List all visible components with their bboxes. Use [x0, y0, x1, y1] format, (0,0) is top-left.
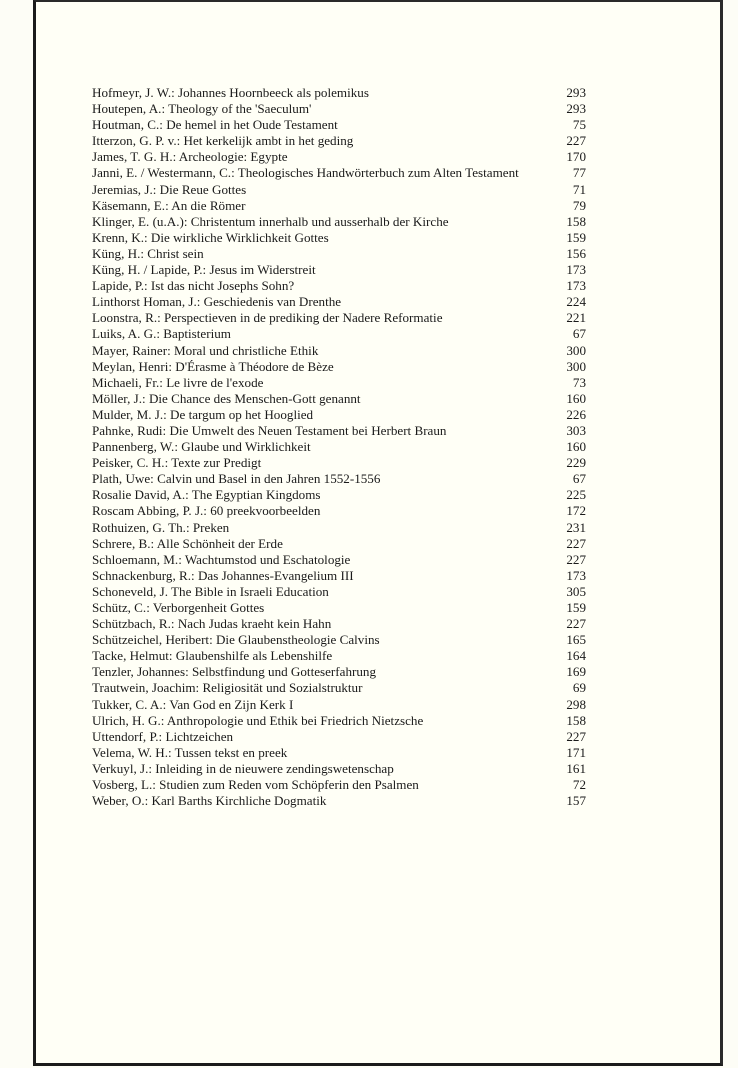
entry-title: Klinger, E. (u.A.): Christentum innerhalb und ausserhalb der Kirche — [92, 213, 449, 229]
entry-page-number: 171 — [566, 744, 586, 760]
index-entry — [92, 536, 586, 552]
entry-title: Schützbach, R.: Nach Judas kraeht kein Hahn — [92, 616, 332, 632]
entry-page-number: 173 — [566, 278, 586, 294]
index-entry — [92, 133, 586, 149]
entry-title: Roscam Abbing, P. J.: 60 preekvoorbeelden — [92, 503, 321, 519]
entry-title: Schützeichel, Heribert: Die Glaubenstheologie Calvins — [92, 632, 380, 648]
entry-page-number: 67 — [572, 326, 586, 342]
index-entry — [92, 375, 586, 391]
entry-page-number: 226 — [566, 406, 586, 422]
index-entry — [92, 584, 586, 600]
index-entry — [92, 359, 586, 375]
entry-title: Schütz, C.: Verborgenheit Gottes — [92, 600, 265, 615]
entry-page-number: 227 — [566, 728, 586, 744]
entry-title: Uttendorf, P.: Lichtzeichen — [92, 728, 234, 744]
entry-page-number: 77 — [572, 165, 586, 181]
entry-page-number: 67 — [572, 471, 586, 487]
index-entry — [92, 246, 586, 262]
entry-page-number: 293 — [566, 101, 586, 117]
index-entry — [92, 713, 586, 729]
entry-page-number: 303 — [566, 422, 586, 438]
entry-title: Küng, H.: Christ sein — [92, 245, 204, 261]
entry-title: Houtman, C.: De hemel in het Oude Testament — [92, 117, 338, 133]
index-entry — [92, 761, 586, 777]
entry-page-number: 164 — [566, 648, 586, 664]
entry-title: Mayer, Rainer: Moral und christliche Ethik — [92, 342, 319, 358]
entry-page-number: 73 — [572, 374, 586, 390]
entry-title: Trautwein, Joachim: Religiosität und Sozialstruktur — [92, 680, 363, 696]
entry-page-number: 300 — [566, 342, 586, 358]
entry-title: Houtepen, A.: Theology of the 'Saeculum' — [92, 101, 312, 117]
index-entry — [92, 391, 586, 407]
entry-title: Tacke, Helmut: Glaubenshilfe als Lebenshilfe — [92, 648, 333, 664]
entry-page-number: 224 — [566, 294, 586, 310]
index-entry — [92, 487, 586, 503]
entry-page-number: 69 — [572, 680, 586, 696]
entry-title: Hofmeyr, J. W.: Johannes Hoornbeeck als polemikus — [92, 85, 369, 100]
index-entry — [92, 648, 586, 664]
index-entry — [92, 455, 586, 471]
index-entry — [92, 729, 586, 745]
index-entry — [92, 182, 586, 198]
entry-title: Schrere, B.: Alle Schönheit der Erde — [92, 535, 283, 551]
entry-page-number: 300 — [566, 358, 586, 374]
entry-page-number: 72 — [572, 777, 586, 793]
index-entry — [92, 680, 586, 696]
entry-title: Luiks, A. G.: Baptisterium — [92, 326, 231, 342]
entry-page-number: 169 — [566, 664, 586, 680]
entry-title: Tukker, C. A.: Van God en Zijn Kerk I — [92, 696, 294, 712]
entry-page-number: 305 — [566, 583, 586, 599]
entry-title: Lapide, P.: Ist das nicht Josephs Sohn? — [92, 278, 295, 294]
entry-title: Rosalie David, A.: The Egyptian Kingdoms — [92, 487, 321, 503]
entry-page-number: 159 — [566, 229, 586, 245]
entry-title: Velema, W. H.: Tussen tekst en preek — [92, 744, 288, 760]
index-entry — [92, 310, 586, 326]
index-entry — [92, 439, 586, 455]
index-entry — [92, 101, 586, 117]
entry-title: Käsemann, E.: An die Römer — [92, 197, 246, 213]
index-entry — [92, 552, 586, 568]
index-entry — [92, 294, 586, 310]
entry-title: Peisker, C. H.: Texte zur Predigt — [92, 455, 262, 471]
entry-page-number: 79 — [572, 197, 586, 213]
index-entry — [92, 503, 586, 519]
entry-title: Vosberg, L.: Studien zum Reden vom Schöpferin den Psalmen — [92, 777, 419, 793]
entry-page-number: 227 — [566, 551, 586, 567]
entry-title: Loonstra, R.: Perspectieven in de prediking der Nadere Reformatie — [92, 310, 443, 326]
entry-title: Plath, Uwe: Calvin und Basel in den Jahren 1552-1556 — [92, 471, 381, 487]
index-list — [92, 85, 586, 809]
entry-page-number: 173 — [566, 262, 586, 278]
index-entry — [92, 165, 586, 181]
entry-page-number: 172 — [566, 503, 586, 519]
entry-title: James, T. G. H.: Archeologie: Egypte — [92, 149, 288, 165]
entry-title: Pahnke, Rudi: Die Umwelt des Neuen Testament bei Herbert Braun — [92, 422, 447, 438]
index-entry — [92, 117, 586, 133]
entry-page-number: 161 — [566, 760, 586, 776]
entry-title: Möller, J.: Die Chance des Menschen-Gott genannt — [92, 390, 361, 406]
entry-title: Tenzler, Johannes: Selbstfindung und Gotteserfahrung — [92, 664, 377, 680]
entry-page-number: 293 — [566, 85, 586, 100]
entry-page-number: 173 — [566, 567, 586, 583]
entry-page-number: 160 — [566, 390, 586, 406]
entry-page-number: 227 — [566, 133, 586, 149]
index-entry — [92, 423, 586, 439]
entry-title: Rothuizen, G. Th.: Preken — [92, 519, 230, 535]
entry-page-number: 227 — [566, 535, 586, 551]
index-entry — [92, 149, 586, 165]
entry-title: Linthorst Homan, J.: Geschiedenis van Drenthe — [92, 294, 342, 310]
entry-title: Michaeli, Fr.: Le livre de l'exode — [92, 374, 264, 390]
index-entry — [92, 230, 586, 246]
entry-page-number: 231 — [566, 519, 586, 535]
index-entry — [92, 568, 586, 584]
index-entry — [92, 214, 586, 230]
entry-page-number: 158 — [566, 712, 586, 728]
entry-page-number: 229 — [566, 455, 586, 471]
entry-title: Weber, O.: Karl Barths Kirchliche Dogmatik — [92, 793, 327, 809]
entry-title: Pannenberg, W.: Glaube und Wirklichkeit — [92, 439, 311, 455]
entry-title: Ulrich, H. G.: Anthropologie und Ethik bei Friedrich Nietzsche — [92, 712, 424, 728]
entry-page-number: 157 — [566, 793, 586, 809]
entry-page-number: 159 — [566, 600, 586, 615]
entry-page-number: 165 — [566, 632, 586, 648]
entry-page-number: 170 — [566, 149, 586, 165]
entry-page-number: 160 — [566, 439, 586, 455]
entry-title: Verkuyl, J.: Inleiding in de nieuwere zendingswetenschap — [92, 760, 394, 776]
entry-page-number: 221 — [566, 310, 586, 326]
entry-page-number: 227 — [566, 616, 586, 632]
index-entry — [92, 777, 586, 793]
index-entry — [92, 262, 586, 278]
entry-page-number: 298 — [566, 696, 586, 712]
index-entry — [92, 326, 586, 342]
index-entry — [92, 85, 586, 101]
entry-title: Schnackenburg, R.: Das Johannes-Evangelium III — [92, 567, 354, 583]
entry-title: Janni, E. / Westermann, C.: Theologisches Handwörterbuch zum Alten Testament — [92, 165, 519, 181]
entry-page-number: 156 — [566, 245, 586, 261]
index-entry — [92, 600, 586, 616]
entry-page-number: 158 — [566, 213, 586, 229]
index-entry — [92, 407, 586, 423]
entry-page-number: 75 — [572, 117, 586, 133]
index-entry — [92, 520, 586, 536]
index-entry — [92, 278, 586, 294]
entry-title: Mulder, M. J.: De targum op het Hooglied — [92, 406, 314, 422]
entry-page-number: 225 — [566, 487, 586, 503]
index-entry — [92, 793, 586, 809]
entry-title: Itterzon, G. P. v.: Het kerkelijk ambt in het geding — [92, 133, 354, 149]
index-entry — [92, 664, 586, 680]
entry-title: Küng, H. / Lapide, P.: Jesus im Widerstreit — [92, 262, 316, 278]
index-entry — [92, 745, 586, 761]
index-entry — [92, 471, 586, 487]
index-entry — [92, 697, 586, 713]
entry-title: Schloemann, M.: Wachtumstod und Eschatologie — [92, 551, 351, 567]
entry-page-number: 71 — [572, 181, 586, 197]
index-entry — [92, 198, 586, 214]
entry-title: Meylan, Henri: D'Érasme à Théodore de Bèze — [92, 358, 334, 374]
entry-title: Schoneveld, J. The Bible in Israeli Education — [92, 583, 329, 599]
entry-title: Jeremias, J.: Die Reue Gottes — [92, 181, 247, 197]
index-entry — [92, 343, 586, 359]
entry-title: Krenn, K.: Die wirkliche Wirklichkeit Gottes — [92, 229, 329, 245]
index-entry — [92, 616, 586, 632]
index-entry — [92, 632, 586, 648]
